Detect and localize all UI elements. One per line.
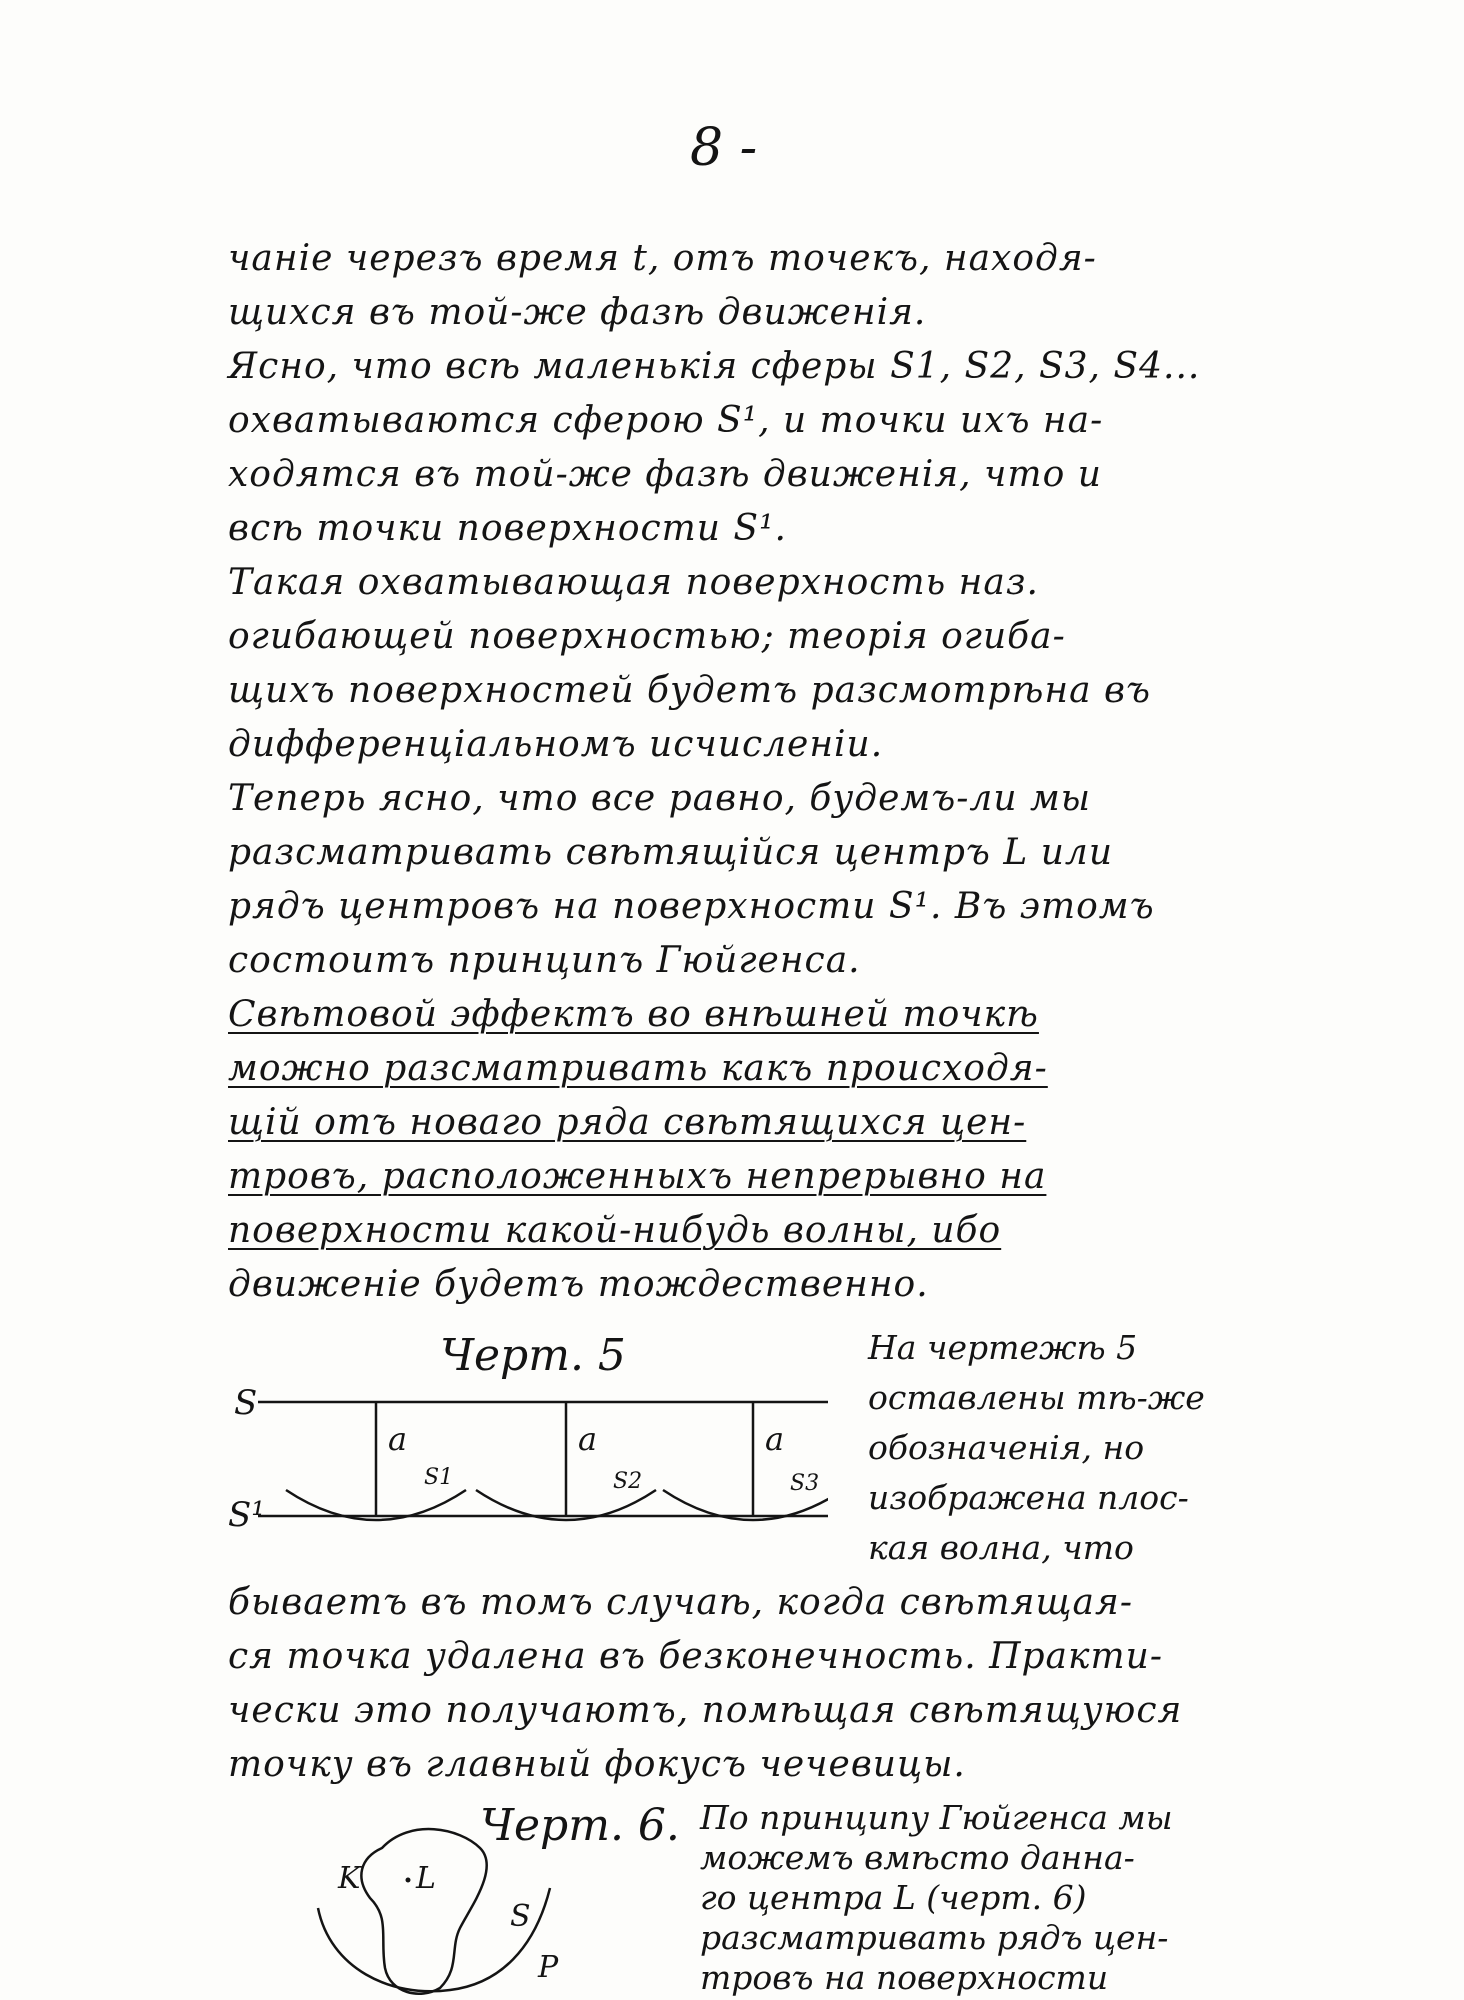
fig5-side-line-2: оставлены тѣ-же <box>868 1378 1205 1417</box>
fig5-side-line-5: кая волна, что <box>868 1528 1134 1567</box>
text-line-2: щихся въ той-же фазѣ движенія. <box>228 292 927 333</box>
source-point <box>406 1878 411 1883</box>
label-l: L <box>416 1861 436 1896</box>
fig6-side-line-5: тровъ на поверхности <box>700 1958 1109 1997</box>
label-s3: S3 <box>790 1471 820 1496</box>
label-k: K <box>338 1861 361 1896</box>
text-line-20: движеніе будетъ тождественно. <box>228 1264 929 1305</box>
text-line-4: охватываются сферою S¹, и точки ихъ на- <box>228 400 1104 441</box>
fig6-side-line-4: разсматривать рядъ цен- <box>700 1918 1169 1957</box>
text-line-19: поверхности какой-нибудь волны, ибо <box>228 1210 1002 1251</box>
fig6-side-line-1: По принципу Гюйгенса мы <box>700 1798 1173 1837</box>
label-a-2: a <box>578 1420 598 1458</box>
after-fig5-line-2: ся точка удалена въ безконечность. Практи- <box>228 1636 1164 1677</box>
text-line-3: Ясно, что всѣ маленькія сферы S1, S2, S3, S4... <box>228 346 1201 387</box>
fig5-side-line-3: обозначенія, но <box>868 1428 1145 1467</box>
text-line-11: Теперь ясно, что все равно, будемъ-ли мы <box>228 778 1092 819</box>
after-fig5-line-1: бываетъ въ томъ случаѣ, когда свѣтящая- <box>228 1582 1133 1623</box>
text-line-14: состоитъ принципъ Гюйгенса. <box>228 940 861 981</box>
text-line-8: огибающей поверхностью; теорія огиба- <box>228 616 1066 657</box>
label-s2: S2 <box>613 1469 643 1494</box>
fig5-side-line-4: изображена плос- <box>868 1478 1189 1517</box>
label-p: P <box>538 1950 559 1985</box>
after-fig5-line-4: точку въ главный фокусъ чечевицы. <box>228 1744 966 1785</box>
after-fig5-line-3: чески это получаютъ, помѣщая свѣтящуюся <box>228 1690 1183 1731</box>
fig5-side-line-1: На чертежѣ 5 <box>868 1328 1138 1367</box>
wavefront-outline <box>361 1829 486 1994</box>
page-number: 8 - <box>690 118 758 178</box>
label-a-3: a <box>765 1420 785 1458</box>
label-s-top: S <box>234 1383 258 1423</box>
text-line-12: разсматривать свѣтящійся центръ L или <box>228 832 1114 873</box>
text-line-1: чаніе черезъ время t, отъ точекъ, находя- <box>228 238 1097 279</box>
text-line-18: тровъ, расположенныхъ непрерывно на <box>228 1156 1047 1197</box>
text-line-7: Такая охватывающая поверхность наз. <box>228 562 1039 603</box>
figure-5-caption: Черт. 5 <box>440 1330 626 1381</box>
text-line-15: Свѣтовой эффектъ во внѣшней точкѣ <box>228 994 1039 1035</box>
label-s-prime: S¹ <box>228 1495 265 1530</box>
text-line-13: рядъ центровъ на поверхности S¹. Въ этомъ <box>228 886 1155 927</box>
figure-5-diagram <box>228 1380 828 1530</box>
text-line-5: ходятся въ той-же фазѣ движенія, что и <box>228 454 1102 495</box>
label-a-1: a <box>388 1420 408 1458</box>
label-s1: S1 <box>424 1465 454 1490</box>
text-line-6: всѣ точки поверхности S¹. <box>228 508 787 549</box>
fig6-side-line-3: го центра L (черт. 6) <box>700 1878 1087 1917</box>
text-line-10: дифференціальномъ исчисленіи. <box>228 724 884 765</box>
text-line-9: щихъ поверхностей будетъ разсмотрѣна въ <box>228 670 1151 711</box>
figure-6-caption: Черт. 6. <box>480 1800 680 1851</box>
fig6-side-line-2: можемъ вмѣсто данна- <box>700 1838 1135 1877</box>
text-line-17: щій отъ новаго ряда свѣтящихся цен- <box>228 1102 1027 1143</box>
label-s: S <box>510 1899 531 1934</box>
text-line-16: можно разсматривать какъ происходя- <box>228 1048 1048 1089</box>
